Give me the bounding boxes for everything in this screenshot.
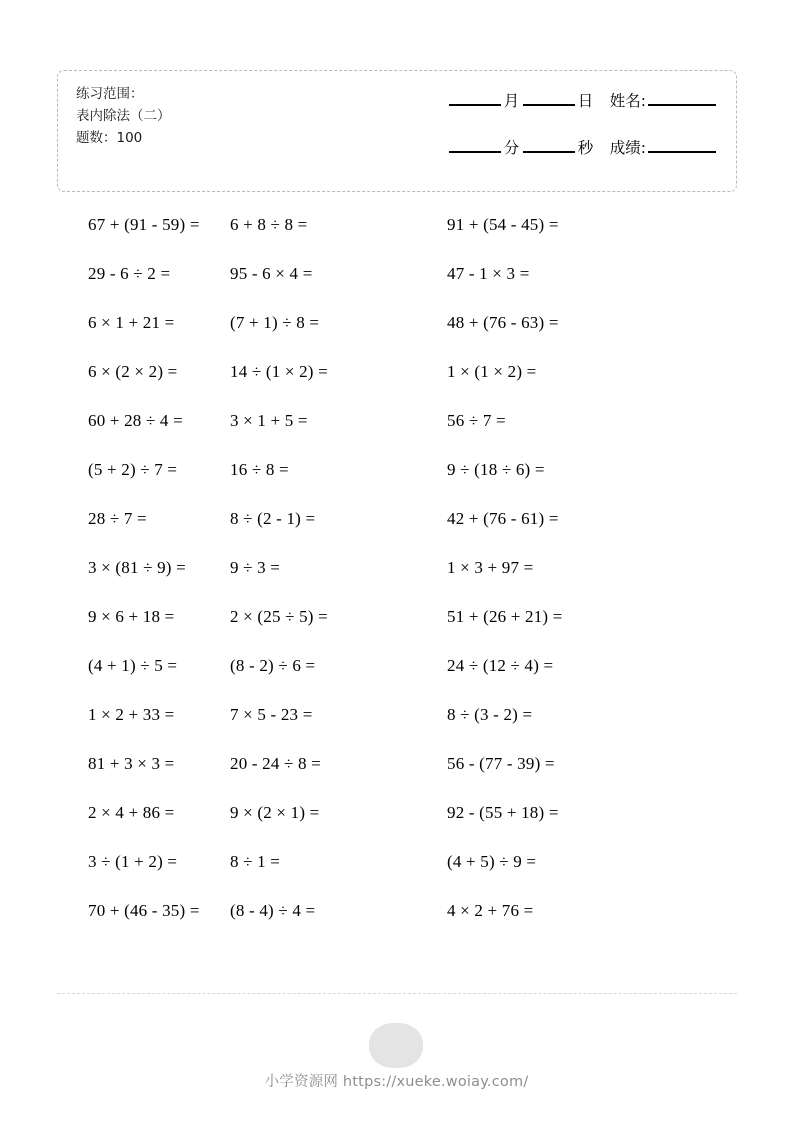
problem-item: 3 ÷ (1 + 2) =: [88, 852, 178, 871]
day-blank-rule[interactable]: [523, 104, 575, 106]
problem-item: 2 × (25 ÷ 5) =: [230, 607, 328, 626]
problem-item: 70 + (46 - 35) =: [88, 901, 200, 920]
problem-item: 1 × (1 × 2) =: [447, 362, 537, 381]
problem-column-1: [0, 200, 230, 935]
second-label: 秒: [577, 139, 594, 157]
month-blank-rule[interactable]: [449, 104, 501, 106]
problem-item: 29 - 6 ÷ 2 =: [88, 264, 171, 283]
minute-blank-rule[interactable]: [449, 151, 501, 153]
score-label: 成绩:: [609, 139, 646, 157]
problem-item: 24 ÷ (12 ÷ 4) =: [447, 656, 554, 675]
date-row: [386, 89, 716, 125]
practice-range-label: 练习范围：: [76, 86, 144, 102]
problem-item: 9 × (2 × 1) =: [230, 803, 320, 822]
problem-item: 2 × 4 + 86 =: [88, 803, 175, 822]
problem-item: 16 ÷ 8 =: [230, 460, 289, 479]
problem-column-2: [230, 200, 447, 935]
problem-item: (8 - 4) ÷ 4 =: [230, 901, 316, 920]
problem-item: (8 - 2) ÷ 6 =: [230, 656, 316, 675]
problem-column-3: [447, 200, 793, 935]
problem-item: 91 + (54 - 45) =: [447, 215, 559, 234]
problem-item: 95 - 6 × 4 =: [230, 264, 313, 283]
footer-logo-shape: [369, 1023, 423, 1068]
problem-item: 3 × 1 + 5 =: [230, 411, 308, 430]
problems-grid: [0, 200, 793, 935]
problem-item: 3 × (81 ÷ 9) =: [88, 558, 186, 577]
day-label: 日: [577, 92, 594, 110]
time-row: [386, 136, 716, 172]
problem-item: 8 ÷ (3 - 2) =: [447, 705, 533, 724]
footer-divider: [57, 993, 737, 994]
problem-item: 9 ÷ (18 ÷ 6) =: [447, 460, 545, 479]
problem-count-label: 题数：100: [76, 130, 143, 146]
problem-item: 56 ÷ 7 =: [447, 411, 506, 430]
problem-item: 7 × 5 - 23 =: [230, 705, 313, 724]
problem-item: 51 + (26 + 21) =: [447, 607, 563, 626]
problem-item: 9 ÷ 3 =: [230, 558, 281, 577]
problem-item: (7 + 1) ÷ 8 =: [230, 313, 320, 332]
problem-item: 28 ÷ 7 =: [88, 509, 147, 528]
problem-item: 1 × 3 + 97 =: [447, 558, 534, 577]
practice-range-block: [76, 83, 171, 149]
student-info-block: [386, 89, 716, 172]
problem-item: 56 - (77 - 39) =: [447, 754, 555, 773]
problem-item: (4 + 1) ÷ 5 =: [88, 656, 178, 675]
minute-label: 分: [503, 139, 520, 157]
problem-item: 81 + 3 × 3 =: [88, 754, 175, 773]
problem-item: 6 × 1 + 21 =: [88, 313, 175, 332]
problem-item: 14 ÷ (1 × 2) =: [230, 362, 328, 381]
problem-item: 8 ÷ 1 =: [230, 852, 281, 871]
problem-item: 6 × (2 × 2) =: [88, 362, 178, 381]
month-label: 月: [503, 92, 520, 110]
name-label: 姓名:: [609, 92, 646, 110]
name-blank-rule[interactable]: [648, 104, 716, 106]
footer-watermark: 小学资源网 https://xueke.woiay.com/: [264, 1074, 529, 1090]
problem-item: 48 + (76 - 63) =: [447, 313, 559, 332]
problem-item: (4 + 5) ÷ 9 =: [447, 852, 537, 871]
problem-item: 42 + (76 - 61) =: [447, 509, 559, 528]
problem-item: 47 - 1 × 3 =: [447, 264, 530, 283]
problem-item: 60 + 28 ÷ 4 =: [88, 411, 183, 430]
worksheet-header-box: [57, 70, 737, 192]
problem-item: 67 + (91 - 59) =: [88, 215, 200, 234]
score-blank-rule[interactable]: [648, 151, 716, 153]
problem-item: 92 - (55 + 18) =: [447, 803, 559, 822]
practice-range-topic: 表内除法（二）: [76, 108, 171, 124]
problem-item: 4 × 2 + 76 =: [447, 901, 534, 920]
problem-item: 9 × 6 + 18 =: [88, 607, 175, 626]
problem-item: 8 ÷ (2 - 1) =: [230, 509, 316, 528]
problem-item: 6 + 8 ÷ 8 =: [230, 215, 308, 234]
problem-item: 1 × 2 + 33 =: [88, 705, 175, 724]
problem-item: (5 + 2) ÷ 7 =: [88, 460, 178, 479]
second-blank-rule[interactable]: [523, 151, 575, 153]
problem-item: 20 - 24 ÷ 8 =: [230, 754, 321, 773]
